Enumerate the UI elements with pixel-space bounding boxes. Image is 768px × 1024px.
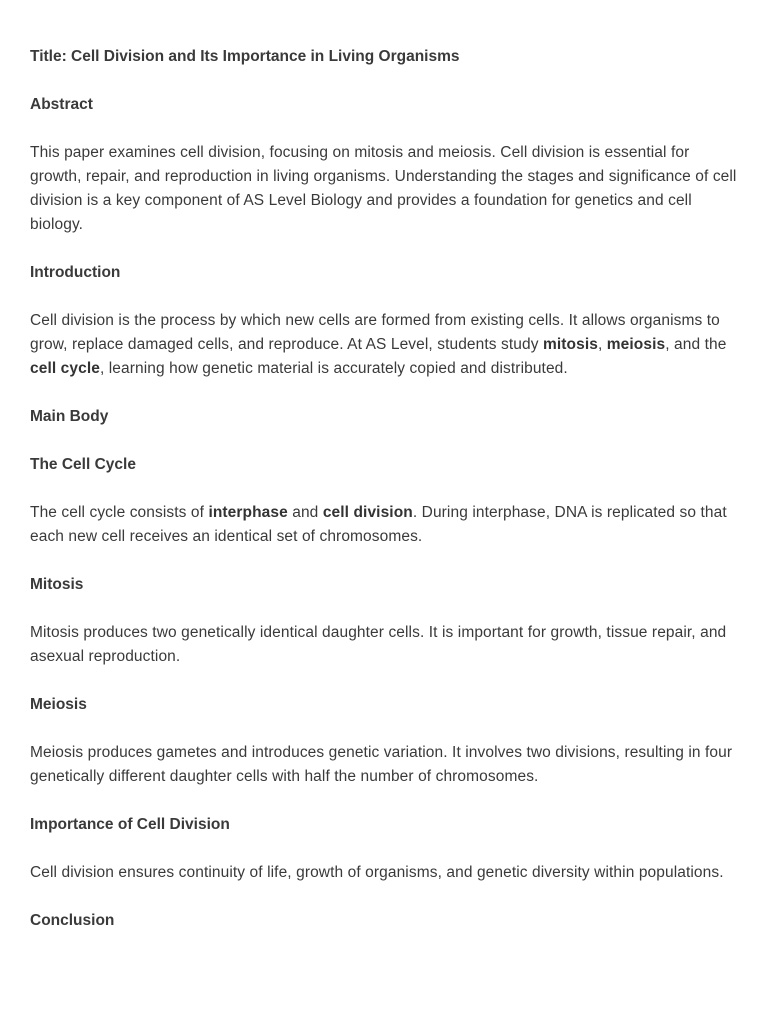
- mitosis-paragraph: Mitosis produces two genetically identical daughter cells. It is important for growth, tissue repair, and asexual reproduction.: [30, 624, 727, 665]
- meiosis-heading: Meiosis: [30, 696, 87, 713]
- introduction-text-2: ,: [597, 336, 607, 353]
- abstract-heading: Abstract: [30, 96, 93, 113]
- introduction-bold-cell-cycle: cell cycle: [30, 360, 100, 377]
- cell-cycle-text-2: and: [287, 504, 323, 521]
- cell-cycle-heading: The Cell Cycle: [30, 456, 136, 473]
- introduction-bold-mitosis: mitosis: [542, 336, 598, 353]
- meiosis-paragraph: Meiosis produces gametes and introduces genetic variation. It involves two divisions, resulting in four genetically different daughter cells with half the number of chromosomes.: [30, 744, 733, 785]
- cell-cycle-bold-interphase: interphase: [208, 504, 288, 521]
- abstract-paragraph: This paper examines cell division, focusing on mitosis and meiosis. Cell division is essential for growth, repair, and reproduction in living organisms. Understanding the stages and significance of cell division is a key component of AS Level Biology and provides a foundation for genetics and cell biology.: [30, 144, 737, 233]
- cell-cycle-paragraph: [30, 501, 738, 549]
- cell-cycle-text-1: The cell cycle consists of: [30, 504, 209, 521]
- document-title: Title: Cell Division and Its Importance in Living Organisms: [30, 48, 460, 65]
- importance-paragraph: Cell division ensures continuity of life, growth of organisms, and genetic diversity within populations.: [30, 864, 724, 881]
- cell-cycle-bold-cell-division: cell division: [322, 504, 413, 521]
- introduction-text-3: , and the: [665, 336, 727, 353]
- introduction-heading: Introduction: [30, 264, 121, 281]
- mitosis-heading: Mitosis: [30, 576, 84, 593]
- conclusion-heading: Conclusion: [30, 912, 115, 929]
- introduction-bold-meiosis: meiosis: [606, 336, 666, 353]
- introduction-text-1: Cell division is the process by which new cells are formed from existing cells. It allows organisms to grow, replace damaged cells, and reproduce. At AS Level, students study: [30, 312, 720, 353]
- main-body-heading: Main Body: [30, 408, 109, 425]
- cell-cycle-text-3: . During interphase, DNA is replicated so that each new cell receives an identical set of chromosomes.: [30, 504, 727, 545]
- importance-heading: Importance of Cell Division: [30, 816, 230, 833]
- introduction-text-4: , learning how genetic material is accurately copied and distributed.: [99, 360, 568, 377]
- introduction-paragraph: [30, 309, 738, 381]
